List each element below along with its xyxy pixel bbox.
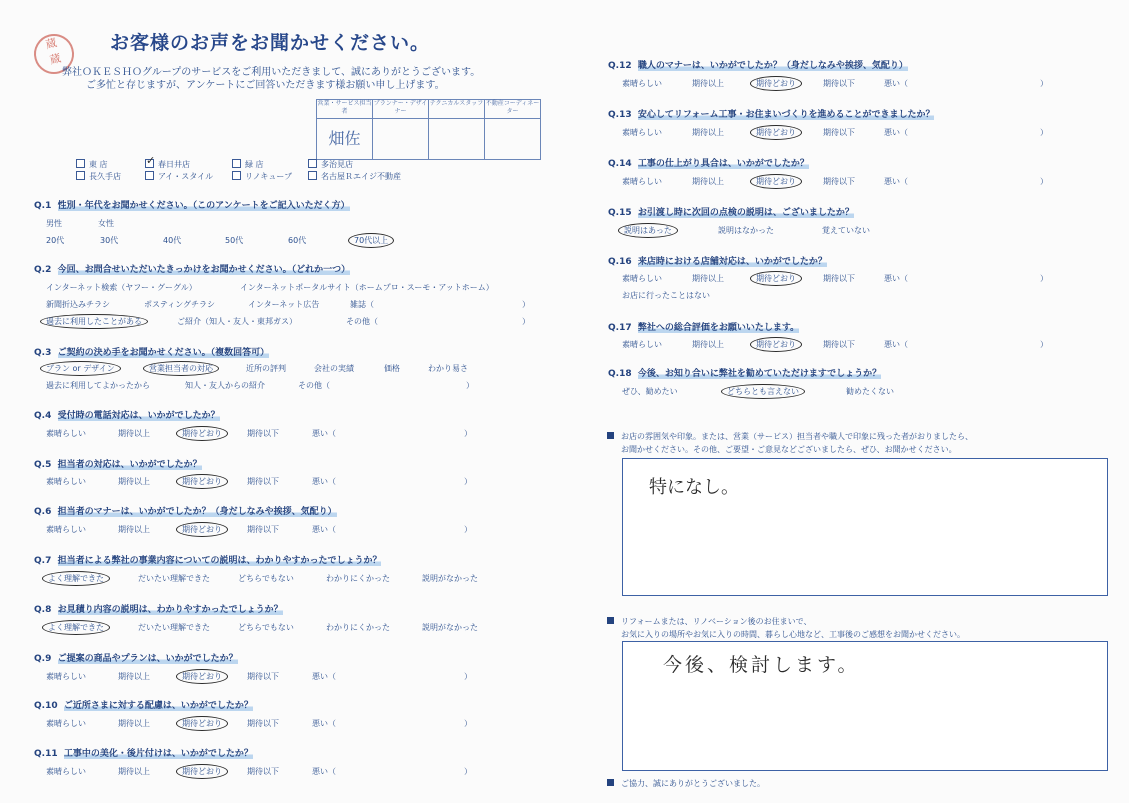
- option-acquaintance[interactable]: 知人・友人からの紹介: [185, 381, 265, 390]
- option-bad[interactable]: 悪い（: [312, 525, 336, 534]
- option-reputation[interactable]: 近所の評判: [246, 364, 286, 373]
- option-excellent[interactable]: 素晴らしい: [46, 719, 86, 728]
- paren-close: ）: [464, 525, 472, 534]
- option-as-expected-selected[interactable]: 期待どおり: [182, 718, 222, 729]
- option-age[interactable]: 40代: [163, 236, 182, 245]
- question-q4: Q.4 受付時の電話対応は、いかがでしたか？: [34, 411, 220, 421]
- store-option[interactable]: 多治見店: [308, 159, 353, 170]
- option-bad[interactable]: 悪い（: [312, 719, 336, 728]
- store-option-selected[interactable]: ✓ 春日井店: [146, 154, 190, 169]
- comment2-prompt-2: お気に入りの場所やお気に入りの時間、暮らし心地など、工事後のご感想をお聞かせください。: [621, 630, 965, 639]
- staff-value-planner[interactable]: [373, 119, 429, 160]
- staff-header-realestate: 不動産コーディネーター: [485, 100, 541, 119]
- option-newspaper-flyer[interactable]: 新聞折込みチラシ: [46, 300, 110, 309]
- question-q10: Q.10 ご近所さまに対する配慮は、いかがでしたか？: [34, 701, 253, 711]
- option-as-expected-selected[interactable]: 期待どおり: [756, 273, 796, 284]
- option-age[interactable]: 60代: [288, 236, 307, 245]
- option-excellent[interactable]: 素晴らしい: [622, 79, 662, 88]
- option-not-explained[interactable]: 説明はなかった: [718, 226, 774, 235]
- checkbox-icon[interactable]: [76, 159, 85, 168]
- question-q8: Q.8 お見積り内容の説明は、わかりやすかったでしょうか？: [34, 605, 283, 615]
- paren-close: ）: [1040, 177, 1048, 186]
- paren-close: ）: [466, 381, 474, 390]
- question-q2: Q.2 今回、お問合せいただいたきっかけをお聞かせください。（どれか一つ）: [34, 265, 351, 275]
- stamp-seal: 蔵 蔵: [30, 30, 79, 79]
- option-female[interactable]: 女性: [98, 219, 114, 228]
- comment2-prompt: リフォームまたは、リノベーション後のお住まいで、: [607, 615, 811, 628]
- store-option[interactable]: 東 店: [76, 159, 108, 170]
- option-clarity[interactable]: わかり易さ: [428, 364, 468, 373]
- paren-close: ）: [1040, 79, 1048, 88]
- question-q6: Q.6 担当者のマナーは、いかがでしたか？（身だしなみや挨拶、気配り）: [34, 507, 337, 517]
- option-understood-well-selected[interactable]: よく理解できた: [48, 573, 104, 584]
- option-undecided-selected[interactable]: どちらとも言えない: [727, 386, 799, 397]
- store-option[interactable]: 長久手店: [76, 171, 121, 182]
- staff-value-realestate[interactable]: [485, 119, 541, 160]
- option-as-expected-selected[interactable]: 期待どおり: [182, 428, 222, 439]
- option-above[interactable]: 期待以上: [118, 525, 150, 534]
- option-price[interactable]: 価格: [384, 364, 400, 373]
- checkbox-icon[interactable]: [308, 159, 317, 168]
- option-portal-site[interactable]: インターネットポータルサイト（ホームプロ・スーモ・アットホーム）: [240, 283, 494, 292]
- question-q16: Q.16 来店時における店舗対応は、いかがでしたか？: [608, 257, 827, 267]
- option-mostly-understood[interactable]: だいたい理解できた: [138, 574, 210, 583]
- staff-header-technical: テクニカルスタッフ: [429, 100, 485, 119]
- question-q14: Q.14 工事の仕上がり具合は、いかがでしたか？: [608, 159, 809, 169]
- option-above[interactable]: 期待以上: [118, 429, 150, 438]
- option-explained-selected[interactable]: 説明はあった: [624, 225, 672, 236]
- option-below[interactable]: 期待以下: [823, 274, 855, 283]
- paren-close: ）: [464, 477, 472, 486]
- option-male[interactable]: 男性: [46, 219, 62, 228]
- option-plan-design-selected[interactable]: プラン or デザイン: [46, 363, 115, 374]
- question-q9: Q.9 ご提案の商品やプランは、いかがでしたか？: [34, 654, 238, 664]
- option-excellent[interactable]: 素晴らしい: [622, 128, 662, 137]
- option-dont-remember[interactable]: 覚えていない: [822, 226, 870, 235]
- staff-value-technical[interactable]: [429, 119, 485, 160]
- checkbox-icon[interactable]: [145, 171, 154, 180]
- paren-close: ）: [1040, 274, 1048, 283]
- paren-close: ）: [464, 719, 472, 728]
- option-excellent[interactable]: 素晴らしい: [622, 340, 662, 349]
- option-referral[interactable]: ご紹介（知人・友人・東邦ガス）: [177, 317, 297, 326]
- staff-header-sales: 営業・サービス担当者: [317, 100, 373, 119]
- comment2-answer: 今後、検討します。: [663, 654, 860, 676]
- square-bullet-icon: [607, 432, 614, 439]
- option-below[interactable]: 期待以下: [247, 525, 279, 534]
- option-as-expected-selected[interactable]: 期待どおり: [756, 176, 796, 187]
- paren-close: ）: [464, 672, 472, 681]
- option-excellent[interactable]: 素晴らしい: [46, 672, 86, 681]
- store-option[interactable]: リノキューブ: [232, 171, 292, 182]
- option-bad[interactable]: 悪い（: [884, 177, 908, 186]
- page-title: お客様のお声をお聞かせください。: [110, 32, 431, 54]
- option-as-expected-selected[interactable]: 期待どおり: [182, 476, 222, 487]
- question-q1: Q.1 性別・年代をお聞かせください。（このアンケートをご記入いただく方）: [34, 201, 350, 211]
- question-q12: Q.12 職人のマナーは、いかがでしたか？（身だしなみや挨拶、気配り）: [608, 61, 908, 71]
- option-excellent[interactable]: 素晴らしい: [46, 429, 86, 438]
- option-excellent[interactable]: 素晴らしい: [46, 477, 86, 486]
- footer-thanks: ご協力、誠にありがとうございました。: [607, 777, 765, 790]
- option-bad[interactable]: 悪い（: [312, 767, 336, 776]
- option-as-expected-selected[interactable]: 期待どおり: [182, 766, 222, 777]
- question-q13: Q.13 安心してリフォーム工事・お住まいづくりを進めることができましたか？: [608, 110, 935, 120]
- option-above[interactable]: 期待以上: [692, 274, 724, 283]
- question-q11: Q.11 工事中の美化・後片付けは、いかがでしたか？: [34, 749, 253, 759]
- option-bad[interactable]: 悪い（: [884, 274, 908, 283]
- option-below[interactable]: 期待以下: [823, 177, 855, 186]
- question-q17: Q.17 弊社への総合評価をお願いいたします。: [608, 323, 800, 333]
- option-track-record[interactable]: 会社の実績: [314, 364, 354, 373]
- option-hard-to-understand[interactable]: わかりにくかった: [326, 574, 390, 583]
- option-as-expected-selected[interactable]: 期待どおり: [756, 78, 796, 89]
- checkbox-icon[interactable]: [232, 159, 241, 168]
- option-as-expected-selected[interactable]: 期待どおり: [756, 339, 796, 350]
- option-below[interactable]: 期待以下: [247, 477, 279, 486]
- question-q7: Q.7 担当者による弊社の事業内容についての説明は、わかりやすかったでしょうか？: [34, 556, 382, 566]
- option-below[interactable]: 期待以下: [823, 340, 855, 349]
- option-below[interactable]: 期待以下: [247, 429, 279, 438]
- comment1-prompt: お店の雰囲気や印象。または、営業（サービス）担当者や職人で印象に残った者がおりましたら、: [607, 430, 973, 443]
- option-excellent[interactable]: 素晴らしい: [622, 274, 662, 283]
- staff-value-sales[interactable]: 畑佐: [317, 119, 373, 160]
- option-excellent[interactable]: 素晴らしい: [46, 525, 86, 534]
- option-sales-staff-selected[interactable]: 営業担当者の対応: [149, 363, 213, 374]
- option-no-explanation[interactable]: 説明がなかった: [422, 574, 478, 583]
- option-other[interactable]: その他（: [346, 317, 378, 326]
- option-bad[interactable]: 悪い（: [884, 128, 908, 137]
- option-below[interactable]: 期待以下: [247, 767, 279, 776]
- option-above[interactable]: 期待以上: [118, 477, 150, 486]
- option-below[interactable]: 期待以下: [247, 672, 279, 681]
- option-bad[interactable]: 悪い（: [312, 477, 336, 486]
- comment1-box[interactable]: [622, 458, 1108, 596]
- option-hard-to-understand[interactable]: わかりにくかった: [326, 623, 390, 632]
- option-used-before[interactable]: 過去に利用してよかったから: [46, 381, 150, 390]
- intro-line-1: 弊社ＯＫＥＳＨＯグループのサービスをご利用いただきまして、誠にありがとうございます。: [62, 67, 481, 78]
- option-internet-ad[interactable]: インターネット広告: [248, 300, 320, 309]
- option-below[interactable]: 期待以下: [247, 719, 279, 728]
- option-age[interactable]: 50代: [225, 236, 244, 245]
- option-bad[interactable]: 悪い（: [884, 79, 908, 88]
- paren-close: ）: [464, 429, 472, 438]
- option-below[interactable]: 期待以下: [823, 128, 855, 137]
- option-no-explanation[interactable]: 説明がなかった: [422, 623, 478, 632]
- option-bad[interactable]: 悪い（: [884, 340, 908, 349]
- option-as-expected-selected[interactable]: 期待どおり: [182, 671, 222, 682]
- option-above[interactable]: 期待以上: [118, 719, 150, 728]
- option-not-recommend[interactable]: 勧めたくない: [846, 387, 894, 396]
- option-below[interactable]: 期待以下: [823, 79, 855, 88]
- checkbox-icon[interactable]: [76, 171, 85, 180]
- option-above[interactable]: 期待以上: [692, 340, 724, 349]
- staff-table: [316, 99, 541, 160]
- comment1-answer: 特になし。: [649, 477, 739, 498]
- paren-close: ）: [522, 317, 530, 326]
- checkbox-checked-icon[interactable]: ✓: [146, 154, 156, 167]
- option-never-visited[interactable]: お店に行ったことはない: [622, 291, 710, 300]
- store-option[interactable]: アイ・スタイル: [145, 171, 213, 182]
- paren-close: ）: [464, 767, 472, 776]
- option-neutral[interactable]: どちらでもない: [238, 623, 294, 632]
- store-option[interactable]: 緑 店: [232, 159, 264, 170]
- store-option[interactable]: 名古屋Ｒエイジ不動産: [308, 171, 401, 182]
- option-age-selected[interactable]: 70代以上: [354, 235, 388, 246]
- option-used-before-selected[interactable]: 過去に利用したことがある: [46, 316, 142, 327]
- staff-header-planner: プランナー・デザイナー: [373, 100, 429, 119]
- option-excellent[interactable]: 素晴らしい: [622, 177, 662, 186]
- square-bullet-icon: [607, 617, 614, 624]
- option-recommend[interactable]: ぜひ、勧めたい: [622, 387, 678, 396]
- question-q5: Q.5 担当者の対応は、いかがでしたか？: [34, 460, 202, 470]
- comment1-prompt-2: お聞かせください。その他、ご要望・ご意見などございましたら、ぜひ、お聞かせください。: [621, 445, 957, 454]
- option-magazine[interactable]: 雑誌（: [350, 300, 374, 309]
- option-other[interactable]: その他（: [298, 381, 330, 390]
- option-age[interactable]: 30代: [100, 236, 119, 245]
- question-q15: Q.15 お引渡し時に次回の点検の説明は、ございましたか？: [608, 208, 854, 218]
- option-above[interactable]: 期待以上: [692, 79, 724, 88]
- paren-close: ）: [1040, 128, 1048, 137]
- question-q18: Q.18 今後、お知り合いに弊社を勧めていただけますでしょうか？: [608, 369, 882, 379]
- checkbox-icon[interactable]: [232, 171, 241, 180]
- option-bad[interactable]: 悪い（: [312, 429, 336, 438]
- option-understood-well-selected[interactable]: よく理解できた: [48, 622, 104, 633]
- option-bad[interactable]: 悪い（: [312, 672, 336, 681]
- option-above[interactable]: 期待以上: [118, 767, 150, 776]
- comment2-box[interactable]: [622, 641, 1108, 771]
- option-neutral[interactable]: どちらでもない: [238, 574, 294, 583]
- checkbox-icon[interactable]: [308, 171, 317, 180]
- option-above[interactable]: 期待以上: [692, 128, 724, 137]
- option-mostly-understood[interactable]: だいたい理解できた: [138, 623, 210, 632]
- square-bullet-icon: [607, 779, 614, 786]
- paren-close: ）: [522, 300, 530, 309]
- option-internet-search[interactable]: インターネット検索（ヤフー・グーグル）: [46, 283, 197, 292]
- option-as-expected-selected[interactable]: 期待どおり: [756, 127, 796, 138]
- option-posting-flyer[interactable]: ポスティングチラシ: [144, 300, 216, 309]
- paren-close: ）: [1040, 340, 1048, 349]
- option-above[interactable]: 期待以上: [692, 177, 724, 186]
- question-q3: Q.3 ご契約の決め手をお聞かせください。（複数回答可）: [34, 348, 270, 358]
- option-above[interactable]: 期待以上: [118, 672, 150, 681]
- option-age[interactable]: 20代: [46, 236, 65, 245]
- intro-line-2: ご多忙と存じますが、アンケートにご回答いただきます様お願い申し上げます。: [86, 80, 445, 91]
- option-as-expected-selected[interactable]: 期待どおり: [182, 524, 222, 535]
- option-excellent[interactable]: 素晴らしい: [46, 767, 86, 776]
